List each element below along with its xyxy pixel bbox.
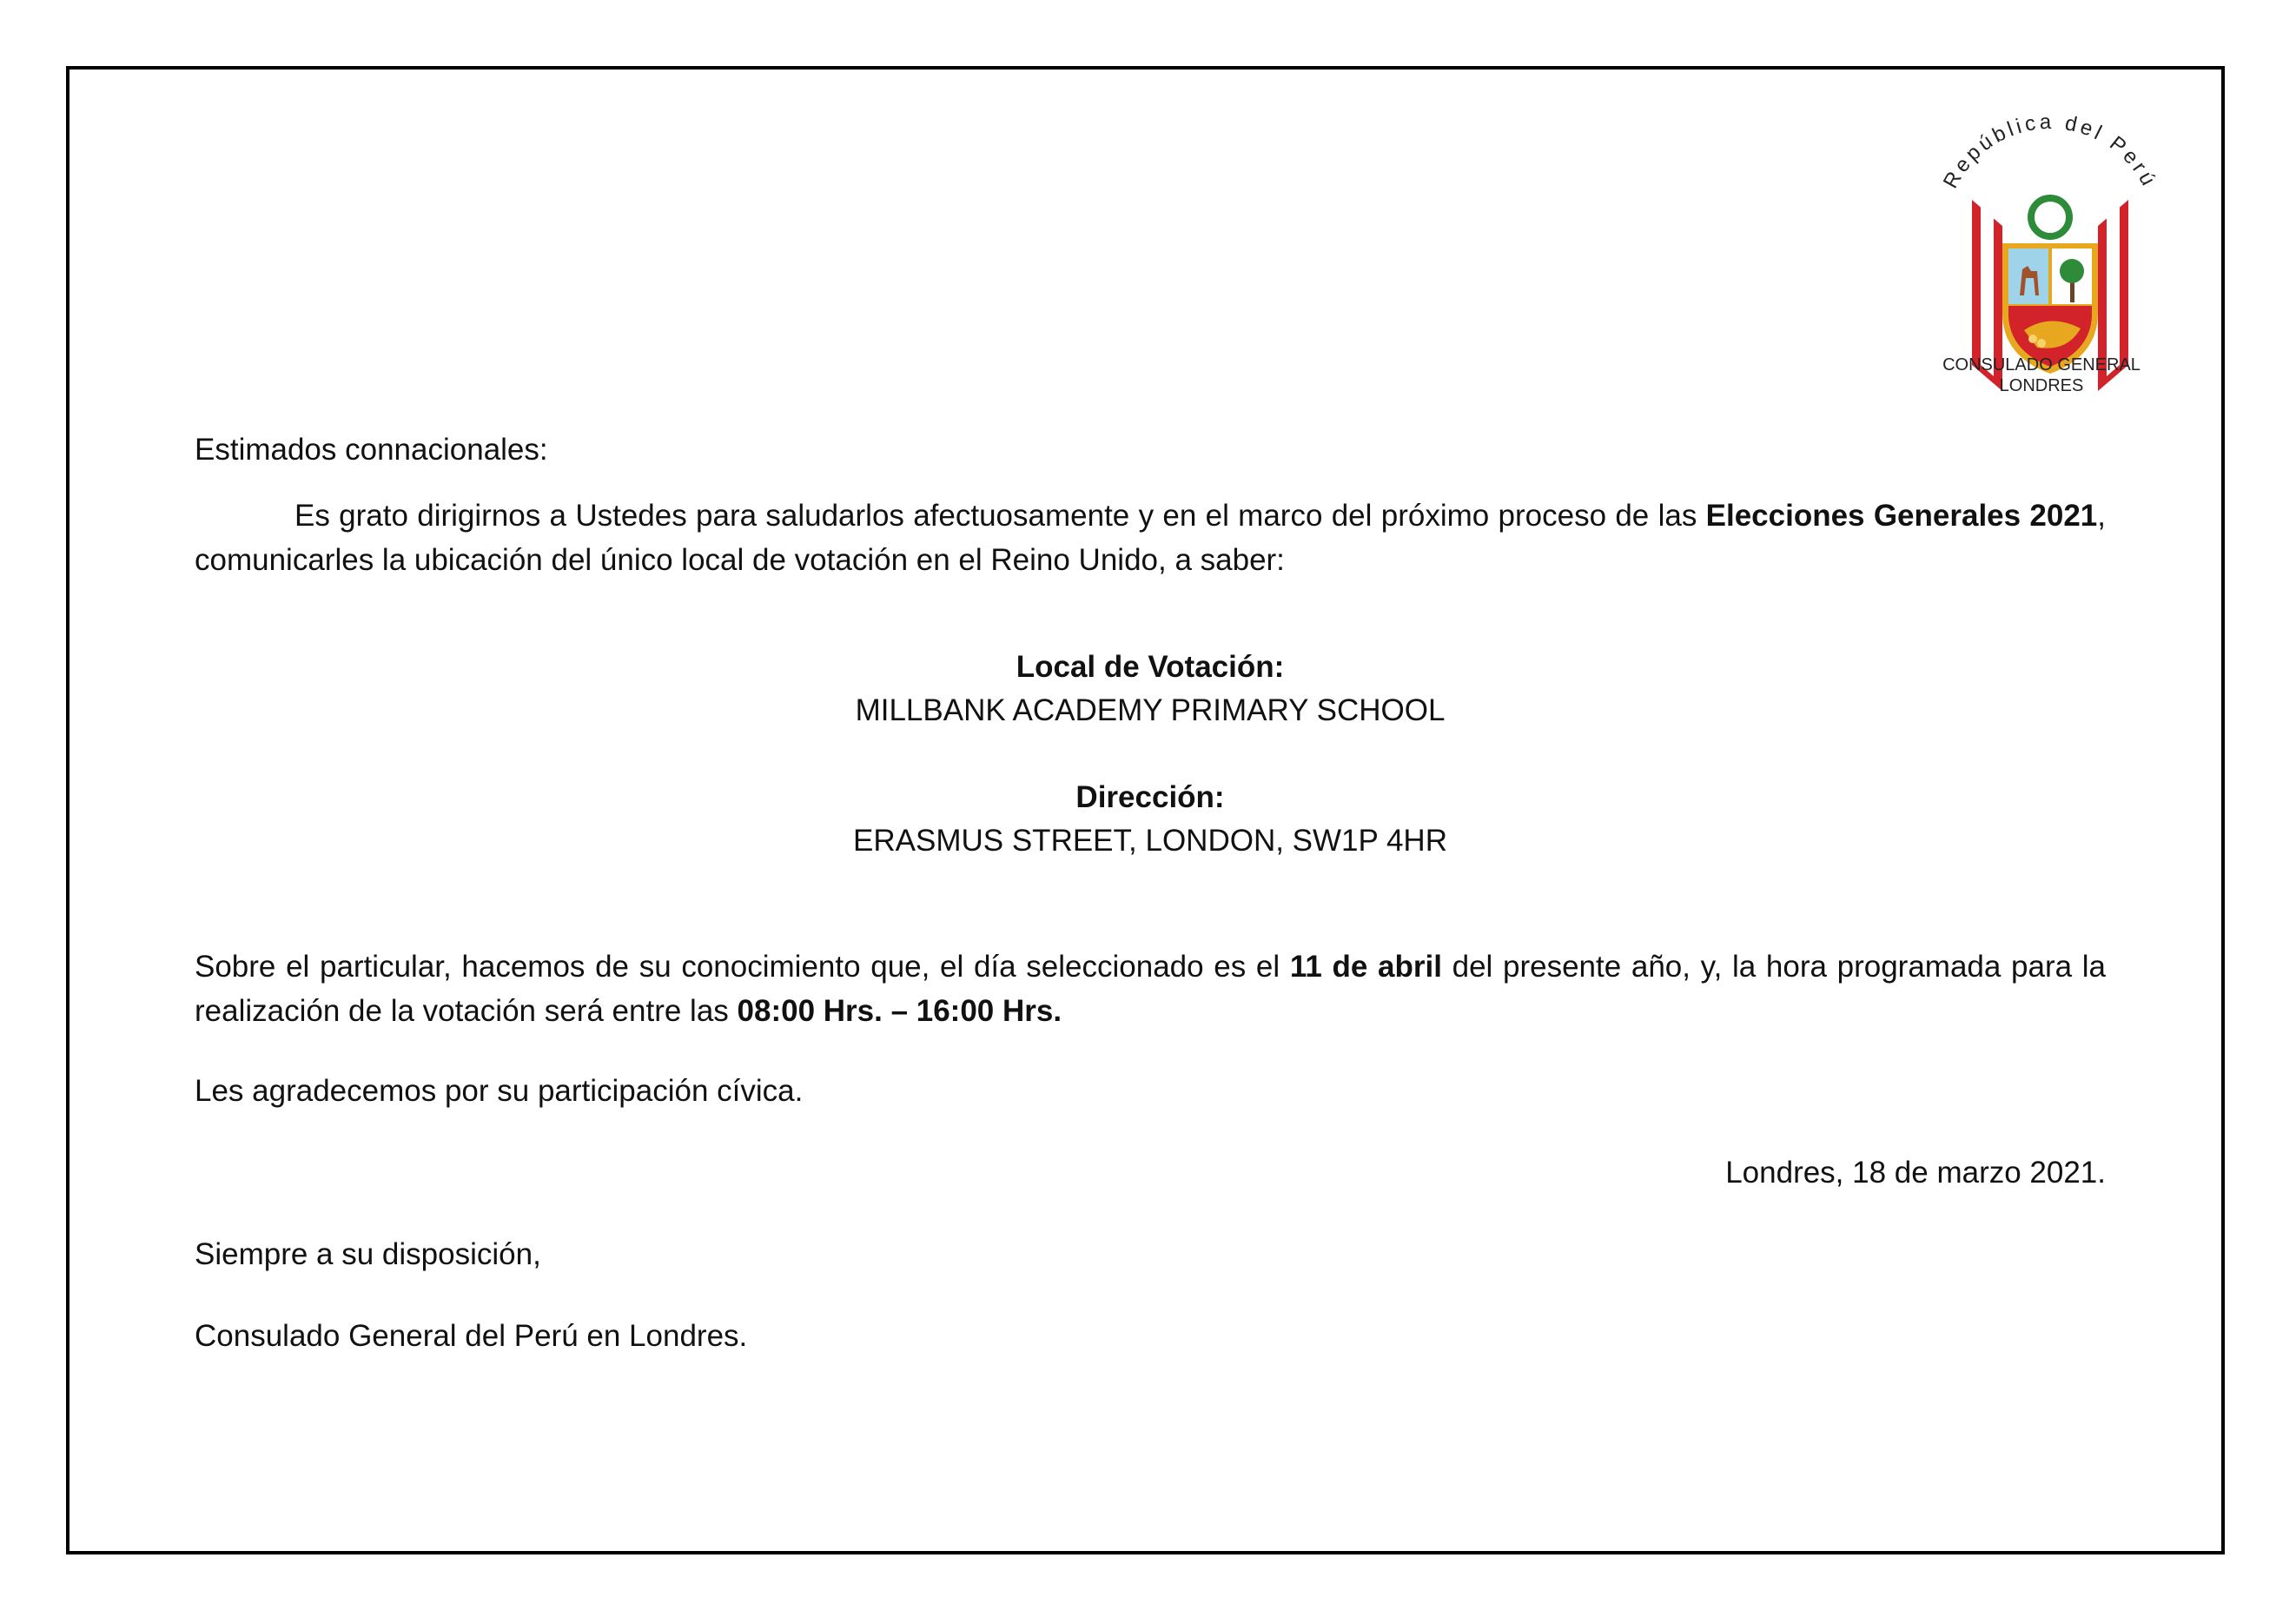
svg-text:República del Perú bbox=[1939, 110, 2161, 193]
crest-caption-line1: CONSULADO GENERAL bbox=[1942, 355, 2141, 375]
thanks-line: Les agradecemos por su participación cívica. bbox=[195, 1074, 804, 1108]
address-value: ERASMUS STREET, LONDON, SW1P 4HR bbox=[853, 824, 1447, 858]
paragraph-date-text-c: del presente año, y, la hora programada para la realización de la votación será entre las bbox=[195, 950, 2106, 1028]
place-date: Londres, 18 de marzo 2021. bbox=[1725, 1156, 2106, 1190]
greeting: Estimados connacionales: bbox=[195, 433, 548, 467]
crest-caption-line2: LONDRES bbox=[1999, 376, 2084, 395]
closing: Siempre a su disposición, bbox=[195, 1237, 541, 1271]
paragraph-date-bold-day: 11 de abril bbox=[1289, 950, 1442, 984]
venue-label: Local de Votación: bbox=[1016, 650, 1285, 684]
crest-caption bbox=[1876, 355, 2207, 396]
address-label: Dirección: bbox=[1075, 780, 1225, 814]
paragraph-intro-bold: Elecciones Generales 2021 bbox=[1705, 499, 2098, 533]
paragraph-intro-text-c: , comunicarles la ubicación del único local de votación en el Reino Unido, a saber: bbox=[195, 499, 2107, 577]
signature: Consulado General del Perú en Londres. bbox=[195, 1319, 748, 1353]
paragraph-intro-text-a: Es grato dirigirnos a Ustedes para saludarlos afectuosamente y en el marco del próximo proceso de las bbox=[294, 499, 1706, 533]
paragraph-date-text-a: Sobre el particular, hacemos de su conocimiento que, el día seleccionado es el bbox=[195, 950, 1290, 984]
venue-name: MILLBANK ACADEMY PRIMARY SCHOOL bbox=[855, 693, 1446, 727]
paragraph-intro bbox=[195, 494, 2106, 582]
paragraph-date-bold-hours: 08:00 Hrs. – 16:00 Hrs. bbox=[737, 994, 1062, 1028]
paragraph-date bbox=[195, 945, 2106, 1033]
crest-arc-text: República del Perú bbox=[1938, 109, 2162, 193]
